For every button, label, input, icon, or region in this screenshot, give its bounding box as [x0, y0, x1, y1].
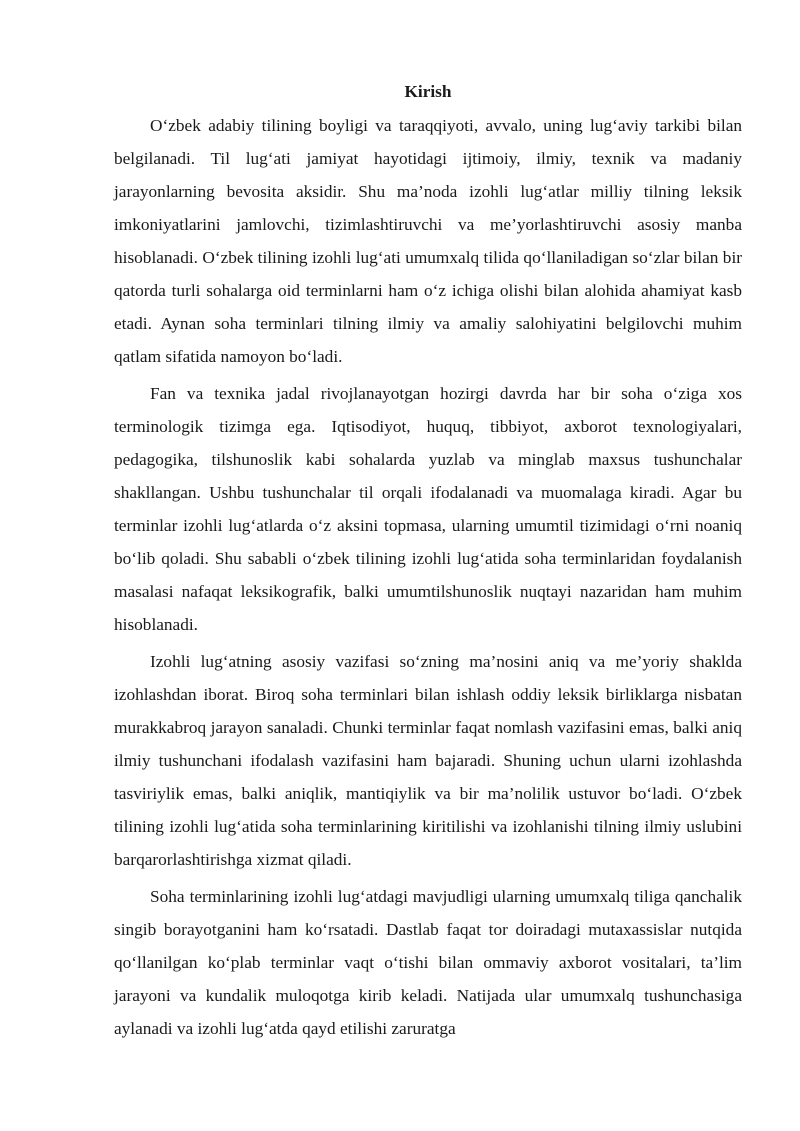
- paragraph-4: Soha terminlarining izohli lug‘atdagi mavjudligi ularning umumxalq tiliga qanchalik singib borayotganini ham ko‘rsatadi. Dastlab faqat tor doiradagi mutaxassislar nutqida qo‘llanilgan ko‘plab terminlar vaqt o‘tishi bilan ommaviy axborot vositalari, ta’lim jarayoni va kundalik muloqotga kirib keladi. Natijada ular umumxalq tushunchasiga aylanadi va izohli lug‘atda qayd etilishi zaruratga: [114, 887, 742, 1038]
- document-body: [114, 75, 742, 1049]
- paragraph-1: O‘zbek adabiy tilining boyligi va taraqqiyoti, avvalo, uning lug‘aviy tarkibi bilan belgilanadi. Til lug‘ati jamiyat hayotidagi ijtimoiy, ilmiy, texnik va madaniy jarayonlarning bevosita aksidir. Shu ma’noda izohli lug‘atlar milliy tilning leksik imkoniyatlarini jamlovchi, tizimlashtiruvchi va me’yorlashtiruvchi asosiy manba hisoblanadi. O‘zbek tilining izohli lug‘ati umumxalq tilida qo‘llaniladigan so‘zlar bilan bir qatorda turli sohalarga oid terminlarni ham o‘z ichiga olishi bilan alohida ahamiyat kasb etadi. Aynan soha terminlari tilning ilmiy va amaliy salohiyatini belgilovchi muhim qatlam sifatida namoyon bo‘ladi.: [114, 116, 742, 366]
- paragraph-3: Izohli lug‘atning asosiy vazifasi so‘zning ma’nosini aniq va me’yoriy shaklda izohlashdan iborat. Biroq soha terminlari bilan ishlash oddiy leksik birliklarga nisbatan murakkabroq jarayon sanaladi. Chunki terminlar faqat nomlash vazifasini emas, balki aniq ilmiy tushunchani ifodalash vazifasini ham bajaradi. Shuning uchun ularni izohlashda tasviriylik emas, balki aniqlik, mantiqiylik va bir ma’nolilik ustuvor bo‘ladi. O‘zbek tilining izohli lug‘atida soha terminlarining kiritilishi va izohlanishi tilning ilmiy uslubini barqarorlashtirishga xizmat qiladi.: [114, 652, 742, 869]
- page-title: Kirish: [404, 82, 452, 101]
- paragraph-2: Fan va texnika jadal rivojlanayotgan hozirgi davrda har bir soha o‘ziga xos terminologik tizimga ega. Iqtisodiyot, huquq, tibbiyot, axborot texnologiyalari, pedagogika, tilshunoslik kabi sohalarda yuzlab va minglab maxsus tushunchalar shakllangan. Ushbu tushunchalar til orqali ifodalanadi va muomalaga kiradi. Agar bu terminlar izohli lug‘atlarda o‘z aksini topmasa, ularning umumtil tizimidagi o‘rni noaniq bo‘lib qoladi. Shu sababli o‘zbek tilining izohli lug‘atida soha terminlaridan foydalanish masalasi nafaqat leksikografik, balki umumtilshunoslik nuqtayi nazaridan ham muhim hisoblanadi.: [114, 384, 742, 634]
